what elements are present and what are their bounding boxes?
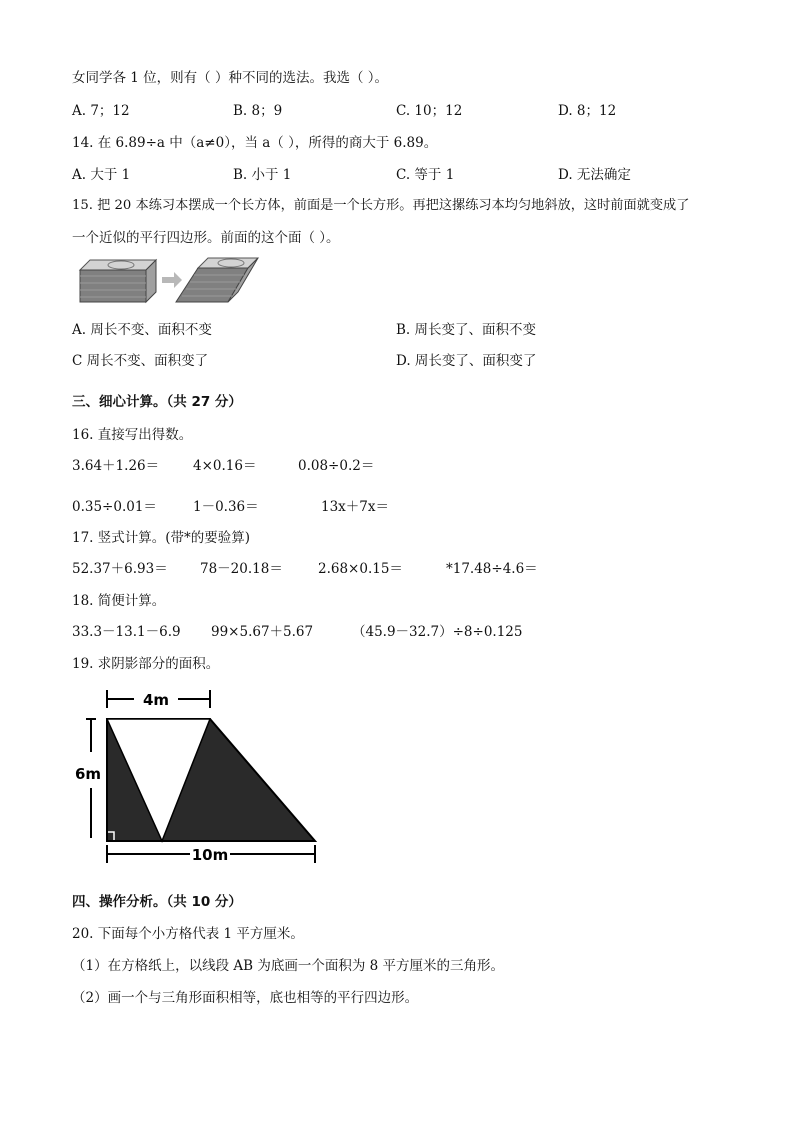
q13-option-d: D. 8；12: [558, 103, 617, 119]
q15-option-c: C 周长不变、面积变了: [72, 353, 209, 369]
q19-text: 19. 求阴影部分的面积。: [72, 656, 220, 672]
q14-text: 14. 在 6.89÷a 中（a≠0），当 a（ ），所得的商大于 6.89。: [72, 135, 438, 151]
q18-expr-1: 33.3－13.1－6.9: [72, 624, 181, 640]
q14-option-a: A. 大于 1: [72, 167, 131, 183]
q16-text: 16. 直接写出得数。: [72, 427, 193, 443]
q19-shaded-figure: [72, 686, 322, 868]
slanted-book-stack: [176, 258, 258, 302]
q20-sub2: （2）画一个与三角形面积相等，底也相等的平行四边形。: [72, 990, 419, 1006]
q16-expr-1: 3.64＋1.26＝: [72, 458, 160, 474]
q13-option-c: C. 10；12: [396, 103, 463, 119]
q14-option-d: D. 无法确定: [558, 167, 631, 183]
q15-text-line2: 一个近似的平行四边形。前面的这个面（ ）。: [72, 230, 340, 246]
dimension-label-bottom: 10m: [191, 846, 229, 864]
q16-expr-5: 1－0.36＝: [193, 499, 259, 515]
section4-title: 四、操作分析。（共 10 分）: [72, 894, 242, 910]
q14-option-b: B. 小于 1: [233, 167, 292, 183]
q18-expr-3: （45.9－32.7）÷8÷0.125: [352, 624, 523, 640]
q17-text: 17. 竖式计算。(带*的要验算): [72, 530, 251, 546]
q14-option-c: C. 等于 1: [396, 167, 455, 183]
q15-book-stack-figure: [76, 256, 262, 306]
q16-expr-6: 13x＋7x＝: [321, 499, 389, 515]
q15-option-d: D. 周长变了、面积变了: [396, 353, 537, 369]
q16-expr-4: 0.35÷0.01＝: [72, 499, 157, 515]
q16-expr-3: 0.08÷0.2＝: [298, 458, 375, 474]
q17-expr-3: 2.68×0.15＝: [318, 561, 403, 577]
q15-option-a: A. 周长不变、面积不变: [72, 322, 212, 338]
q15-option-b: B. 周长变了、面积不变: [396, 322, 537, 338]
q20-text: 20. 下面每个小方格代表 1 平方厘米。: [72, 926, 304, 942]
q13-tail-text: 女同学各 1 位，则有（ ）种不同的选法。我选（ ）。: [72, 70, 389, 86]
section3-title: 三、细心计算。（共 27 分）: [72, 394, 242, 410]
q20-sub1: （1）在方格纸上，以线段 AB 为底画一个面积为 8 平方厘米的三角形。: [72, 958, 505, 974]
q17-expr-4: *17.48÷4.6＝: [446, 561, 538, 577]
q15-text-line1: 15. 把 20 本练习本摆成一个长方体，前面是一个长方形。再把这摞练习本均匀地斜放，这时前面就变成了: [72, 198, 690, 213]
q13-option-a: A. 7；12: [72, 103, 130, 119]
q17-expr-1: 52.37＋6.93＝: [72, 561, 168, 577]
q18-expr-2: 99×5.67＋5.67: [211, 624, 314, 640]
rect-book-stack: [80, 260, 156, 302]
q16-expr-2: 4×0.16＝: [193, 458, 257, 474]
arrow-icon: [162, 272, 182, 288]
dimension-label-left: 6m: [74, 765, 102, 783]
dimension-label-top: 4m: [142, 691, 170, 709]
q13-option-b: B. 8；9: [233, 103, 283, 119]
q17-expr-2: 78－20.18＝: [200, 561, 283, 577]
q18-text: 18. 简便计算。: [72, 593, 166, 609]
